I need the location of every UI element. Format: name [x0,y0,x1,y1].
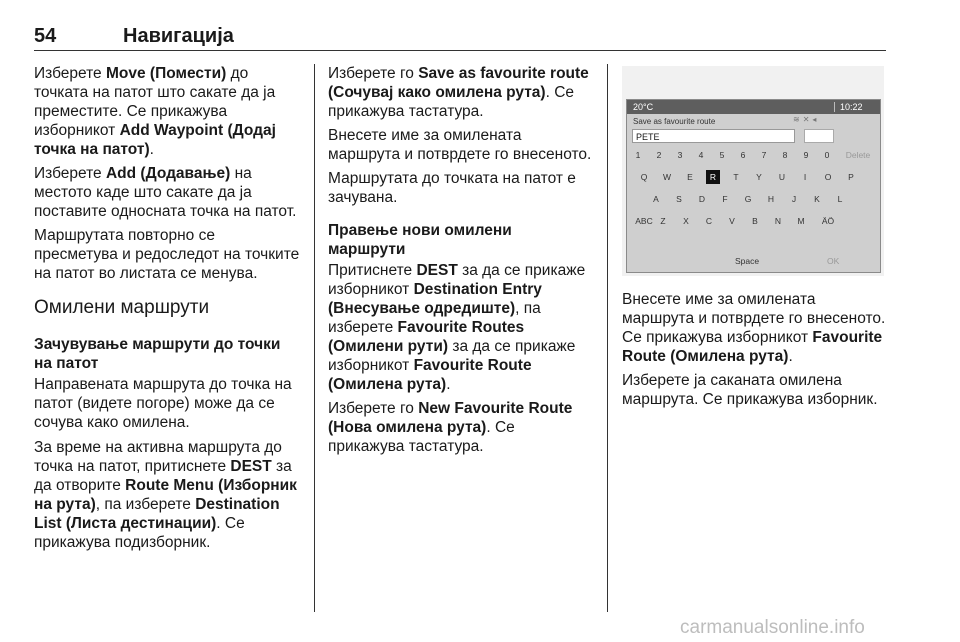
keyboard-row-qwerty [627,170,880,184]
status-bar [627,100,880,114]
subheading-saving: Зачувување маршрути до точки на патот [34,336,281,372]
page-number: 54 [34,25,57,47]
clock: 10:22 [840,102,863,112]
key-q[interactable]: Q [640,172,648,182]
key-j[interactable]: J [791,194,797,204]
column-divider-2 [607,64,608,612]
key-3[interactable]: 3 [677,150,683,160]
column-3 [622,290,886,414]
key-y[interactable]: Y [756,172,762,182]
key-s[interactable]: S [676,194,682,204]
key-v[interactable]: V [729,216,735,226]
key-m[interactable]: M [797,216,805,226]
paragraph-new-route: Изберете го New Favourite Route (Нова омилена рута). Се прикажува тастатура. [328,400,573,455]
column-divider-1 [314,64,315,612]
key-w[interactable]: W [662,172,672,182]
keyboard-screen [626,99,881,273]
key-n[interactable]: N [774,216,782,226]
key-7[interactable]: 7 [761,150,767,160]
keyboard-row-numbers [627,148,880,162]
key-e[interactable]: E [687,172,693,182]
key-6[interactable]: 6 [740,150,746,160]
input-confirm-area[interactable] [804,129,834,143]
watermark: carmanualsonline.info [680,617,865,638]
key-f[interactable]: F [722,194,728,204]
key-u[interactable]: U [778,172,786,182]
paragraph-select-route: Изберете ја саканата омилена маршрута. Се прикажува изборник. [622,372,878,408]
key-k[interactable]: K [814,194,820,204]
section-heading: Омилени маршрути [34,297,210,318]
keyboard-row-space [627,254,880,268]
key-2[interactable]: 2 [656,150,662,160]
column-1 [34,64,300,557]
column-2 [328,64,592,461]
paragraph-enter-name-2: Внесете име за омилената маршрута и потврдете го внесеното. Се прикажува изборникот Favourite Route (Омилена рута). [622,291,886,365]
name-input[interactable]: PETE [632,129,795,143]
key-8[interactable]: 8 [782,150,788,160]
space-key[interactable]: Space [735,256,760,266]
key-d[interactable]: D [698,194,706,204]
key-r[interactable]: R [706,170,720,184]
ok-key[interactable]: OK [827,256,840,266]
key-l[interactable]: L [837,194,843,204]
header-rule [34,50,886,51]
key-x[interactable]: X [683,216,689,226]
status-icons [793,115,819,124]
key-9[interactable]: 9 [803,150,809,160]
key-i[interactable]: I [803,172,807,182]
paragraph-add: Изберете Add (Додавање) на местото каде што сакате да ја поставите односната точка на патот. [34,165,297,220]
subheading-new-routes: Правење нови омилени маршрути [328,222,512,258]
key-c[interactable]: C [705,216,713,226]
temperature: 20°C [633,102,654,112]
key-a[interactable]: A [653,194,659,204]
paragraph-saved: Маршрутата до точката на патот е зачувана. [328,170,576,206]
key-h[interactable]: H [767,194,775,204]
key-g[interactable]: G [744,194,752,204]
key-t[interactable]: T [733,172,739,182]
paragraph-dest: За време на активна маршрута до точка на патот, притиснете DEST за да отворите Route Menu (Изборник на рута), па изберете Destination List (Листа дестинации). Се прикажува подизборник. [34,439,297,551]
keyboard-row-asdf [627,192,880,206]
key-b[interactable]: B [752,216,758,226]
status-divider [834,102,835,112]
paragraph-saving: Направената маршрута до точка на патот (видете погоре) може да се сочува како омилена. [34,376,292,431]
paragraph-recalc: Маршрутата повторно се пресметува и редоследот на точките на патот во листата се менува. [34,227,300,282]
speaker-icon: ◂ [812,115,820,124]
paragraph-save-favourite: Изберете го Save as favourite route (Сочувај како омилена рута). Се прикажува тастатура. [328,65,589,120]
key-4[interactable]: 4 [698,150,704,160]
key-abc[interactable]: ABC [635,216,653,226]
key-0[interactable]: 0 [824,150,830,160]
paragraph-move: Изберете Move (Помести) до точката на патот што сакате да ја преместите. Се прикажува изборникот Add Waypoint (Додај точка на патот). [34,65,276,158]
wifi-icon: ≋ [793,115,803,124]
mute-icon: ✕ [802,115,813,124]
key-o[interactable]: O [824,172,832,182]
key-z[interactable]: Z [660,216,666,226]
paragraph-enter-name: Внесете име за омилената маршрута и потврдете го внесеното. [328,127,592,163]
page-title: Навигација [123,25,234,47]
keyboard-row-zxcv [627,214,880,228]
key-äö[interactable]: ÄÖ [821,216,835,226]
key-1[interactable]: 1 [635,150,641,160]
screenshot-figure [622,66,884,276]
key-5[interactable]: 5 [719,150,725,160]
delete-key[interactable]: Delete [845,150,871,160]
screen-title: Save as favourite route [633,117,716,126]
key-p[interactable]: P [848,172,854,182]
paragraph-press-dest: Притиснете DEST за да се прикаже изборникот Destination Entry (Внесување одредиште), па изберете Favourite Routes (Омилени рути) за да се прикаже изборникот Favourite Route (Омилена рута). [328,262,586,393]
